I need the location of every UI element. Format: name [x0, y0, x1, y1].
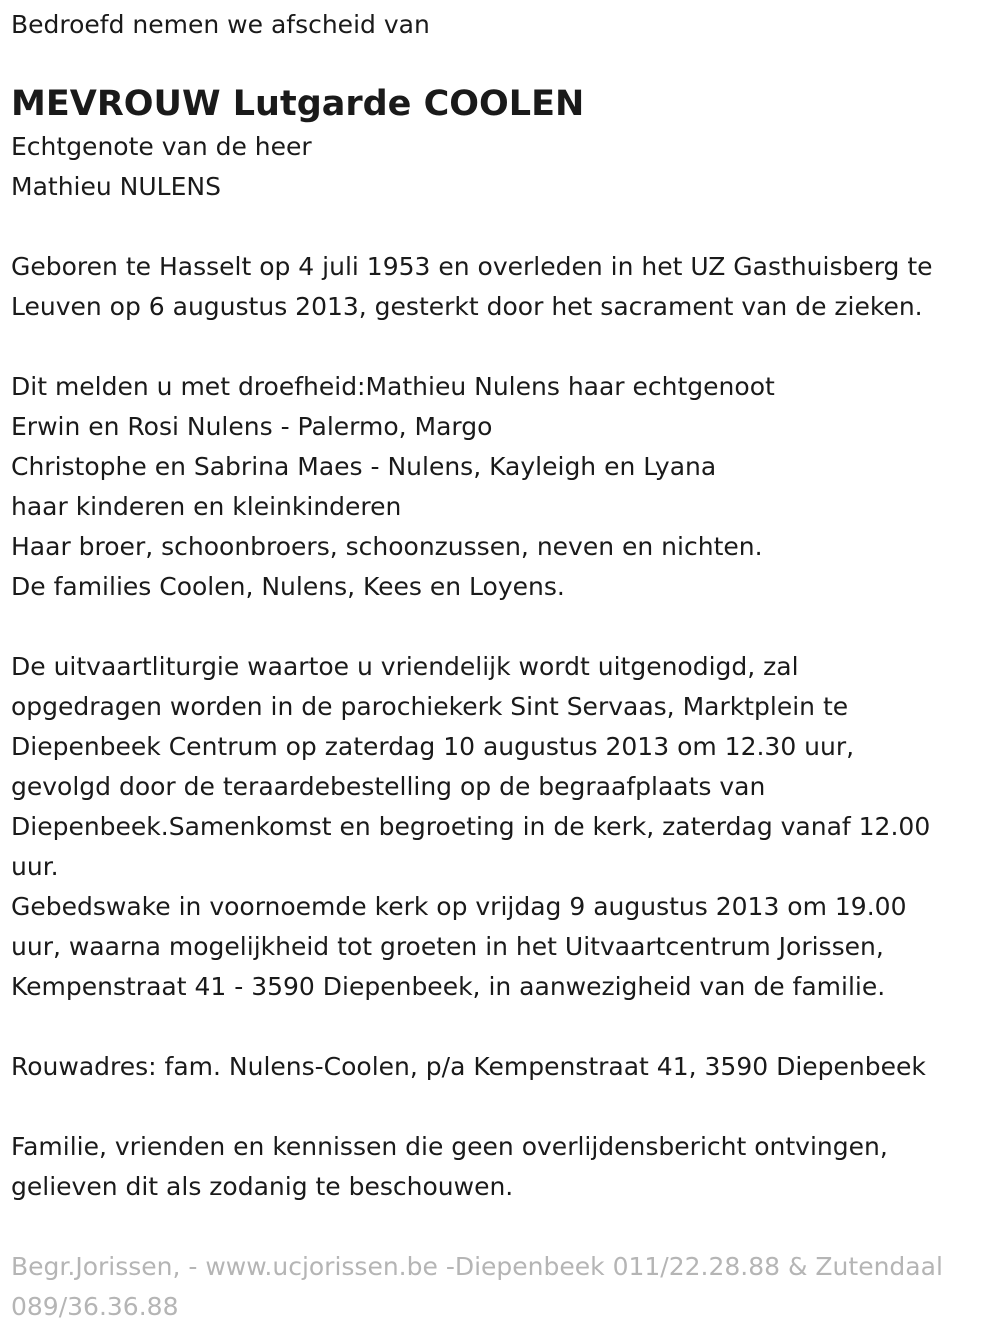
footer-line: Begr.Jorissen, - www.ucjorissen.be -Diepenbeek 011/22.28.88 & Zutendaal — [11, 1252, 943, 1281]
spouse-line: Mathieu NULENS — [11, 172, 221, 201]
spacer — [11, 207, 986, 247]
paragraph-line: De uitvaartliturgie waartoe u vriendelijk wordt uitgenodigd, zal — [11, 652, 799, 681]
funeral-home-footer — [11, 1247, 986, 1327]
paragraph-line: Leuven op 6 augustus 2013, gesterkt door het sacrament van de zieken. — [11, 292, 923, 321]
notice-paragraph — [11, 1127, 986, 1207]
paragraph-line: Erwin en Rosi Nulens - Palermo, Margo — [11, 412, 493, 441]
paragraph-line: haar kinderen en kleinkinderen — [11, 492, 402, 521]
deceased-name: MEVROUW Lutgarde COOLEN — [11, 84, 585, 124]
spacer — [11, 607, 986, 647]
paragraph-line: Kempenstraat 41 - 3590 Diepenbeek, in aanwezigheid van de familie. — [11, 972, 886, 1001]
mourning-address: Rouwadres: fam. Nulens-Coolen, p/a Kempenstraat 41, 3590 Diepenbeek — [11, 1052, 926, 1081]
family-paragraph — [11, 367, 986, 607]
spouse-line: Echtgenote van de heer — [11, 132, 312, 161]
intro-line: Bedroefd nemen we afscheid van — [11, 10, 430, 39]
paragraph-line: Dit melden u met droefheid:Mathieu Nulens haar echtgenoot — [11, 372, 775, 401]
paragraph-line: Gebedswake in voornoemde kerk op vrijdag 9 augustus 2013 om 19.00 — [11, 892, 907, 921]
paragraph-line: De families Coolen, Nulens, Kees en Loyens. — [11, 572, 565, 601]
spacer — [11, 1007, 986, 1047]
paragraph-line: Haar broer, schoonbroers, schoonzussen, neven en nichten. — [11, 532, 763, 561]
obituary-document — [11, 0, 986, 1327]
paragraph-line: gevolgd door de teraardebestelling op de begraafplaats van — [11, 772, 766, 801]
spacer — [11, 1207, 986, 1247]
paragraph-line: Familie, vrienden en kennissen die geen overlijdensbericht ontvingen, — [11, 1132, 888, 1161]
footer-line: 089/36.36.88 — [11, 1292, 179, 1321]
funeral-paragraph — [11, 647, 986, 1007]
paragraph-line: uur. — [11, 852, 59, 881]
paragraph-line: opgedragen worden in de parochiekerk Sint Servaas, Marktplein te — [11, 692, 849, 721]
paragraph-line: Geboren te Hasselt op 4 juli 1953 en overleden in het UZ Gasthuisberg te — [11, 252, 933, 281]
paragraph-line: gelieven dit als zodanig te beschouwen. — [11, 1172, 514, 1201]
paragraph-line: Christophe en Sabrina Maes - Nulens, Kayleigh en Lyana — [11, 452, 717, 481]
spacer — [11, 327, 986, 367]
spouse-block — [11, 127, 986, 207]
spacer — [11, 1087, 986, 1127]
paragraph-line: Diepenbeek.Samenkomst en begroeting in de kerk, zaterdag vanaf 12.00 — [11, 812, 931, 841]
birth-death-paragraph — [11, 247, 986, 327]
paragraph-line: Diepenbeek Centrum op zaterdag 10 augustus 2013 om 12.30 uur, — [11, 732, 855, 761]
paragraph-line: uur, waarna mogelijkheid tot groeten in het Uitvaartcentrum Jorissen, — [11, 932, 884, 961]
